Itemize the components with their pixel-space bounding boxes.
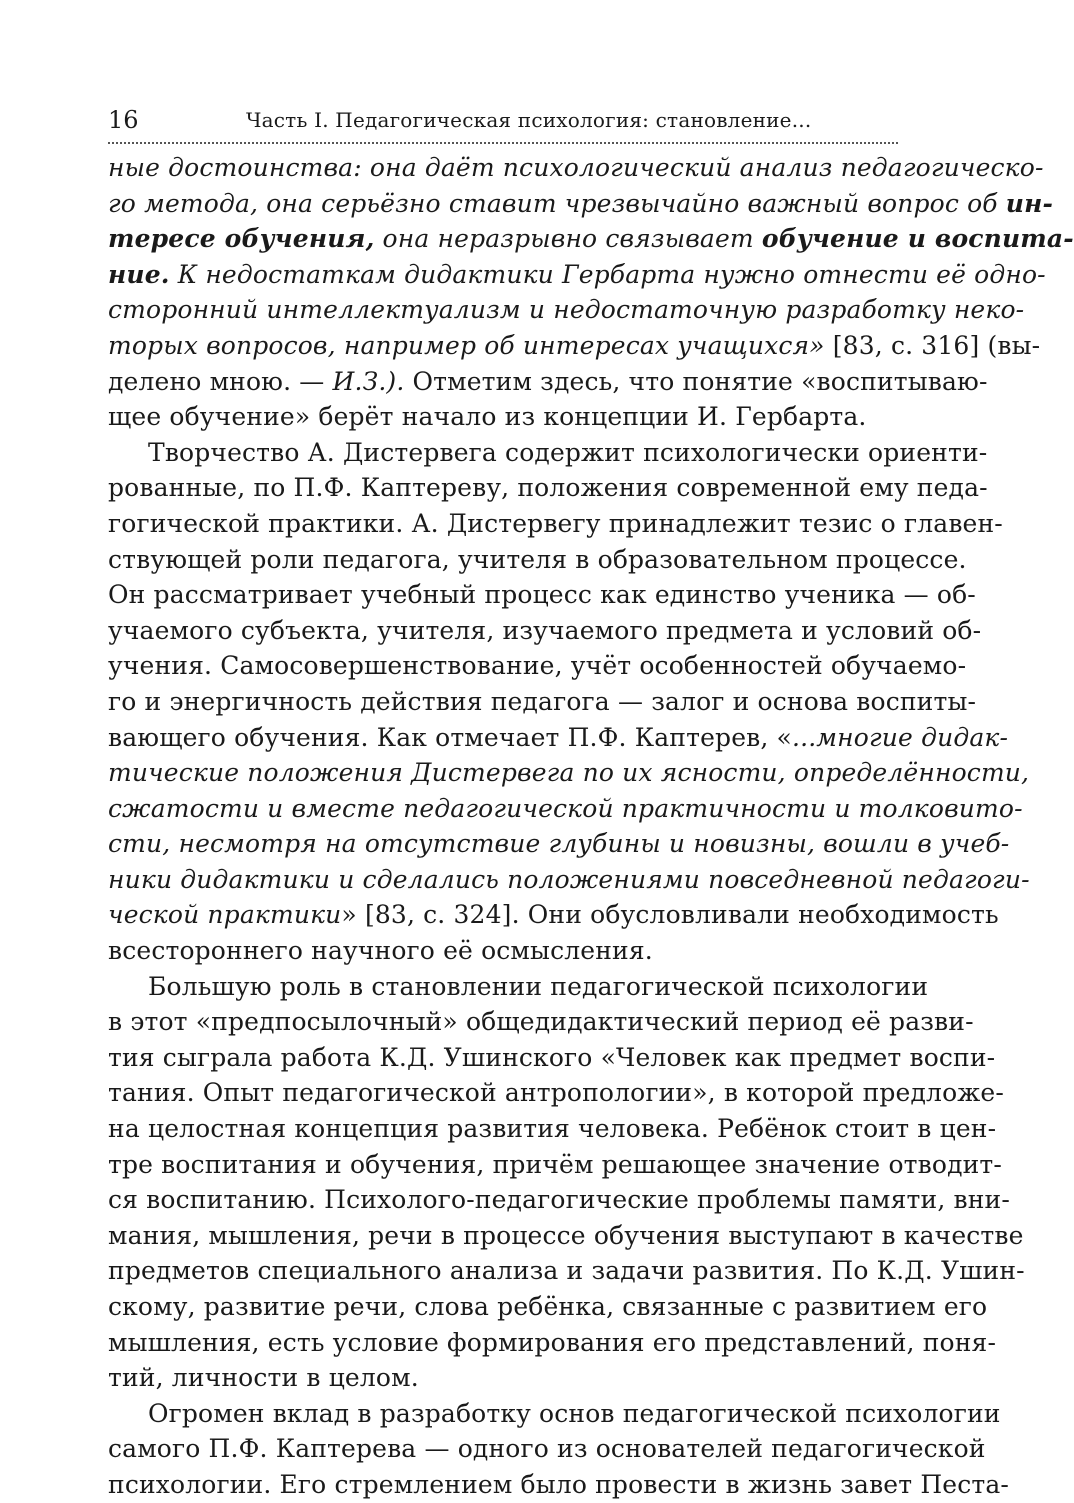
text-line — [108, 186, 1054, 222]
emphasis-text: ние. — [108, 259, 170, 289]
text-line: Огромен вклад в разработку основ педагогической психологии — [148, 1398, 1001, 1428]
emphasis-text: обучение и воспита- — [761, 224, 1074, 254]
text-line: щее обучение» берёт начало из концепции И. Гербарта. — [108, 402, 867, 432]
text-line — [108, 897, 999, 933]
quote-text: тические положения Дистервега по их ясности, определённости, — [108, 758, 1030, 788]
quote-text: сжатости и вместе педагогической практичности и толковито- — [108, 793, 1023, 823]
text-line: Большую роль в становлении педагогической психологии — [148, 971, 929, 1001]
text-line — [108, 364, 988, 400]
text-line: всестороннего научного её осмысления. — [108, 936, 653, 966]
quote-text: ные достоинства: она даёт психологический анализ педагогическо- — [108, 153, 1044, 182]
quote-text: сти, несмотря на отсутствие глубины и новизны, вошли в учеб- — [108, 829, 1010, 859]
paragraph-4 — [108, 1396, 1009, 1503]
text-line: тре воспитания и обучения, причём решающее значение отводит- — [108, 1149, 1003, 1179]
quote-text: го метода, она серьёзно ставит чрезвычайно важный вопрос об — [108, 188, 1006, 218]
quote-text: ники дидактики и сделались положениями повседневной педагоги- — [108, 864, 1030, 894]
plain-text: вающего обучения. Как отмечает П.Ф. Каптерев, « — [108, 722, 793, 752]
text-line: тий, личности в целом. — [108, 1363, 419, 1393]
text-line: Творчество А. Дистервега содержит психологически ориенти- — [148, 437, 988, 467]
text-line: го и энергичность действия педагога — залог и основа воспиты- — [108, 686, 977, 716]
plain-text: Отметим здесь, что понятие «воспитываю- — [404, 366, 988, 396]
author-initials: И.З.). — [332, 366, 405, 396]
paragraph-2 — [108, 435, 1030, 969]
paragraph-1 — [108, 150, 1074, 435]
text-line: тания. Опыт педагогической антропологии», в которой предложе- — [108, 1078, 1004, 1108]
text-line: гогической практики. А. Дистервегу принадлежит тезис о главен- — [108, 508, 1003, 538]
text-line — [108, 720, 1009, 756]
plain-text: делено мною. — — [108, 366, 333, 396]
text-line — [108, 791, 1023, 827]
text-line: в этот «предпосылочный» общедидактический период её разви- — [108, 1007, 974, 1037]
text-line: на целостная концепция развития человека. Ребёнок стоит в цен- — [108, 1114, 997, 1144]
paragraph-3 — [108, 969, 1025, 1396]
quote-text: ческой практики — [108, 900, 342, 930]
text-line: психологии. Его стремлением было провести в жизнь завет Песта- — [108, 1469, 1009, 1499]
text-line: учения. Самосовершенствование, учёт особенностей обучаемо- — [108, 651, 967, 681]
text-line: ствующей роли педагога, учителя в образовательном процессе. — [108, 544, 967, 574]
text-line — [108, 292, 1025, 328]
quote-text: К недостаткам дидактики Гербарта нужно отнести её одно- — [169, 259, 1046, 289]
page-number: 16 — [108, 106, 139, 134]
running-head — [108, 98, 898, 144]
body-text — [108, 150, 1074, 1503]
text-line: мышления, есть условие формирования его представлений, поня- — [108, 1327, 997, 1357]
emphasis-text: ин- — [1005, 188, 1054, 218]
book-page — [108, 98, 1074, 1503]
text-line: рованные, по П.Ф. Каптереву, положения современной ему педа- — [108, 473, 988, 503]
text-line: ся воспитанию. Психолого-педагогические проблемы памяти, вни- — [108, 1185, 1010, 1215]
text-line: предметов специального анализа и задачи развития. По К.Д. Ушин- — [108, 1256, 1025, 1286]
quote-text: она неразрывно связывает — [374, 224, 762, 254]
quote-text: торых вопросов, например об интересах учащихся» — [108, 330, 825, 360]
text-line — [108, 755, 1030, 791]
text-line — [108, 328, 1041, 364]
text-line — [108, 862, 1030, 898]
quote-text: сторонний интеллектуализм и недостаточную разработку неко- — [108, 295, 1025, 325]
text-line: самого П.Ф. Каптерева — одного из основателей педагогической — [108, 1434, 986, 1464]
text-line — [108, 150, 1044, 186]
citation-text: » [83, с. 324]. Они обусловливали необходимость — [341, 900, 999, 930]
text-line: учаемого субъекта, учителя, изучаемого предмета и условий об- — [108, 615, 982, 645]
citation-text: [83, с. 316] (вы- — [824, 330, 1041, 360]
text-line: мания, мышления, речи в процессе обучения выступают в качестве — [108, 1220, 1024, 1250]
emphasis-text: тересе обучения, — [108, 224, 375, 254]
text-line — [108, 826, 1010, 862]
chapter-title: Часть I. Педагогическая психология: становление... — [246, 108, 812, 132]
text-line: Он рассматривает учебный процесс как единство ученика — об- — [108, 580, 976, 610]
text-line — [108, 257, 1046, 293]
text-line: скому, развитие речи, слова ребёнка, связанные с развитием его — [108, 1292, 988, 1321]
text-line: тия сыграла работа К.Д. Ушинского «Человек как предмет воспи- — [108, 1042, 996, 1072]
quote-text: ...многие дидак- — [792, 722, 1009, 752]
text-line — [108, 221, 1074, 257]
